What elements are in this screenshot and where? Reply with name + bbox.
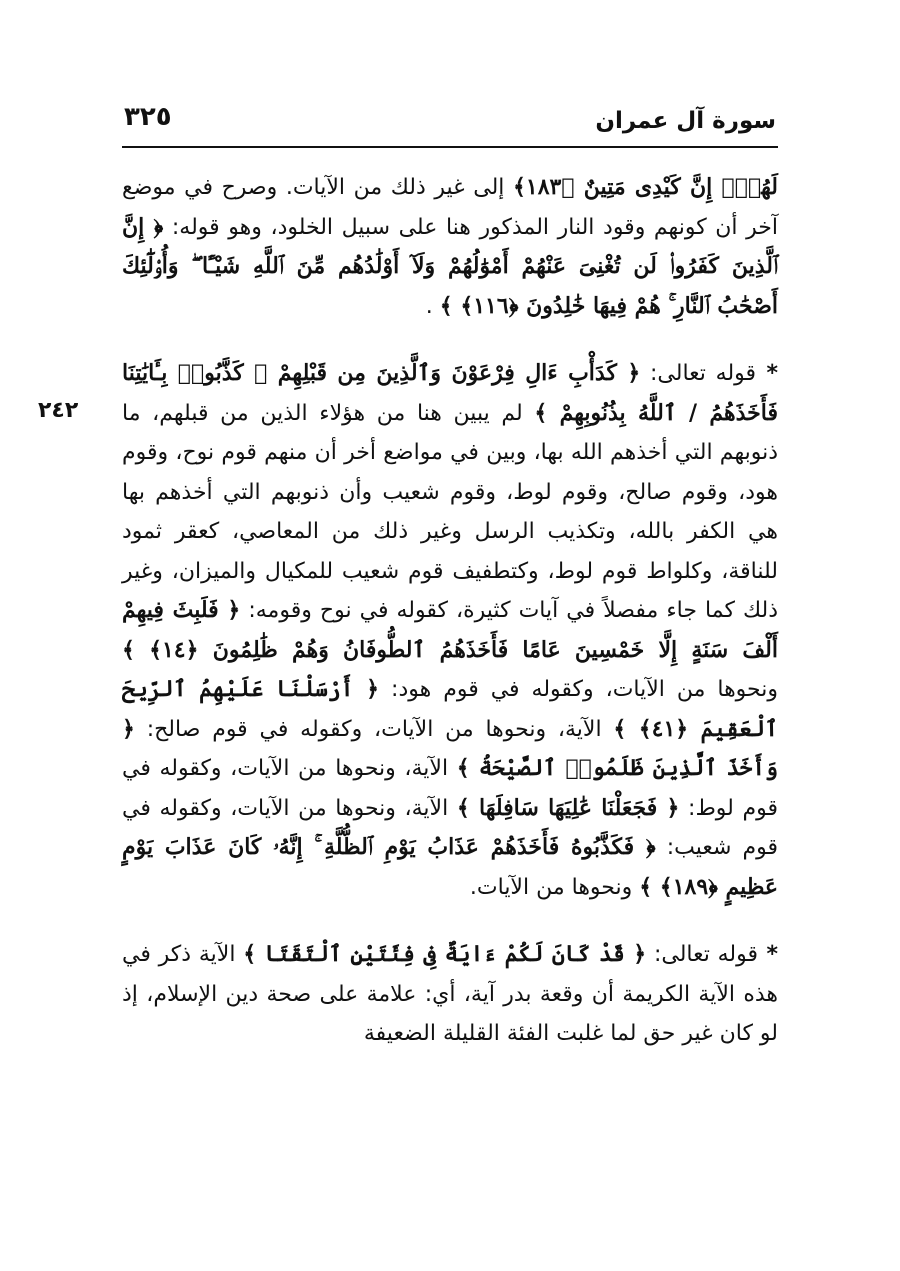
quran-verse: ﴿ أَرْسَلْنَا عَلَيْهِمُ ٱلرِّيحَ ٱلْعَقِيمَ ﴿٤١﴾ ﴾ — [122, 676, 778, 742]
page-header — [122, 96, 778, 148]
page-number: ٣٢٥ — [124, 102, 172, 132]
margin-reference-number: ٢٤٢ — [38, 398, 79, 423]
commentary-text: لم يبين هنا من هؤلاء الذين من قبلهم، ما ذنوبهم التي أخذهم الله بها، وبين في مواضع أخر أن منهم قوم نوح، وقوم هود، وقوم صالح، وقوم لوط، وقوم شعيب وأن ذنوبهم التي أخذهم بها هي الكفر بالله، وتكذيب الرسل وغير ذلك من المعاصي، كعقر ثمود للناقة، وكلواط قوم لوط، وكتطفيف قوم شعيب للمكيال والميزان، وغير ذلك كما جاء مفصلاً في آيات كثيرة، كقوله في نوح وقومه: — [122, 400, 779, 623]
commentary-text: إلى غير ذلك من الآيات. وصرح في موضع آخر أن كونهم وقود النار المذكور هنا على سبيل الخلود، وهو قوله: — [122, 175, 778, 240]
paragraph-1 — [122, 168, 778, 326]
quran-verse: ﴿ إِنَّ ٱلَّذِينَ كَفَرُوا۟ لَن تُغْنِىَ عَنْهُمْ أَمْوَٰلُهُمْ وَلَآ أَوْلَٰدُهُم مِّنَ ٱللَّهِ شَيْـًٔا ۖ وَأُو۟لَٰٓئِكَ أَصْحَٰبُ ٱلنَّارِ ۚ هُمْ فِيهَا خَٰلِدُونَ ﴿١١٦﴾ ﴾ — [122, 213, 778, 319]
quran-verse: ﴿ فَلَبِثَ فِيهِمْ أَلْفَ سَنَةٍ إِلَّا خَمْسِينَ عَامًا فَأَخَذَهُمُ ٱلطُّوفَانُ وَهُمْ ظَٰلِمُونَ ﴿١٤﴾ ﴾ — [122, 597, 778, 663]
paragraph-3 — [122, 935, 778, 1054]
section-star-marker: * — [758, 942, 778, 967]
quran-verse: ﴿ قَدْ كَانَ لَكُمْ ءَايَةٌ فِى فِئَتَيْنِ ٱلْتَقَتَا ﴾ — [243, 941, 647, 967]
commentary-text: ونحوها من الآيات. — [469, 874, 640, 900]
commentary-text: ونحوها من الآيات، وكقوله في قوم هود: — [379, 677, 778, 702]
surah-title: سورة آل عمران — [595, 108, 776, 134]
commentary-text: قوله تعالى: — [646, 942, 759, 967]
commentary-text: الآية، ونحوها من الآيات، وكقوله في قوم لوط: — [122, 756, 778, 821]
quran-verse: ﴿ وَأَخَذَ ٱلَّذِينَ ظَلَمُوا۟ ٱلصَّيْحَةُ ﴾ — [122, 715, 779, 781]
commentary-text: . — [425, 293, 440, 319]
commentary-text: الآية، ونحوها من الآيات، وكقوله في قوم صالح: — [134, 716, 614, 742]
commentary-text: قوله تعالى: — [640, 361, 757, 386]
section-star-marker: * — [756, 361, 778, 386]
quran-verse: ﴿ فَجَعَلْنَا عَٰلِيَهَا سَافِلَهَا ﴾ — [456, 794, 680, 821]
body-text — [122, 168, 778, 1054]
paragraph-2 — [122, 354, 778, 907]
quran-verse: لَهُمْۚ إِنَّ كَيْدِى مَتِينٌ ﴿١٨٣﴾ — [513, 174, 778, 200]
quran-verse: ﴿ فَكَذَّبُوهُ فَأَخَذَهُمْ عَذَابُ يَوْمِ ٱلظُّلَّةِ ۚ إِنَّهُۥ كَانَ عَذَابَ يَوْمٍ عَظِيمٍ ﴿١٨٩﴾ ﴾ — [122, 834, 778, 900]
commentary-text: الآية، ونحوها من الآيات، وكقوله في قوم شعيب: — [122, 795, 778, 860]
commentary-text: الآية ذكر في هذه الآية الكريمة أن وقعة بدر آية، أي: علامة على صحة دين الإسلام، إذ لو كان غير حق لما غلبت الفئة القليلة الضعيفة — [122, 942, 778, 1046]
quran-verse: ﴿ كَدَأْبِ ءَالِ فِرْعَوْنَ وَٱلَّذِينَ مِن قَبْلِهِمْ ۚ كَذَّبُوا۟ بِـَٔايَٰتِنَا فَأَخَذَهُمُ / ٱللَّهُ بِذُنُوبِهِمْ ﴾ — [122, 360, 778, 426]
